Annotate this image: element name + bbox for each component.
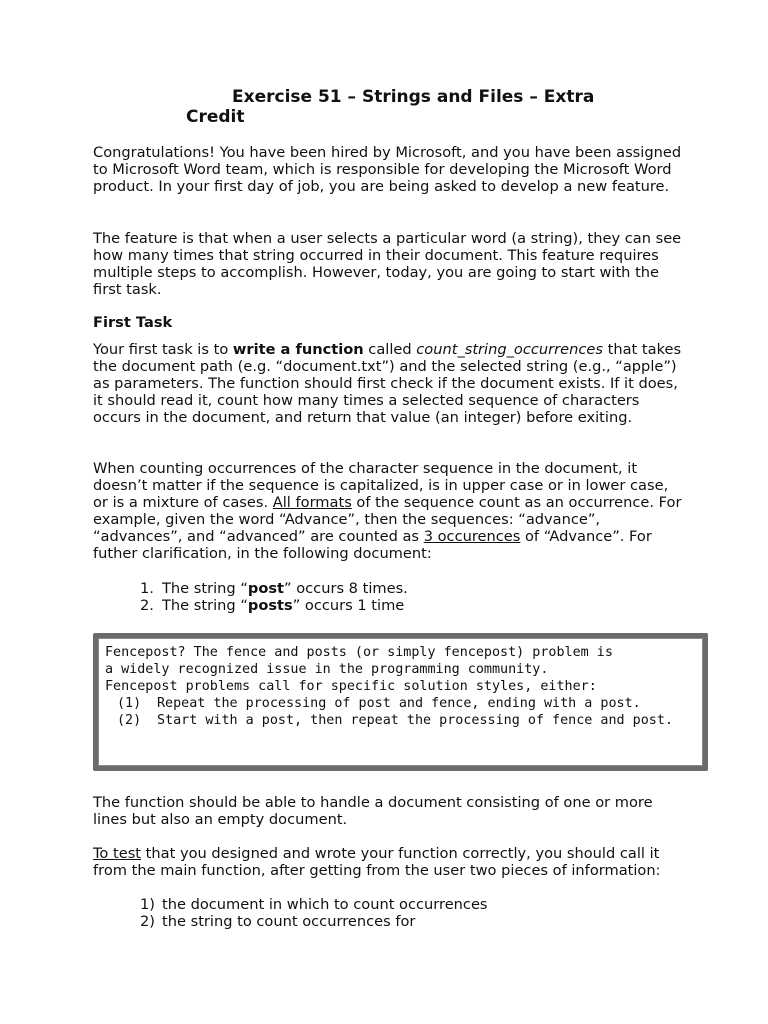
info-list <box>140 896 488 930</box>
counting-part-2: of the sequence count as an occurrence. For example, given the word “Advance”, then the sequences: “advance”, “advances”, and “advanced” are counted as <box>93 494 682 545</box>
code-line: a widely recognized issue in the programming community. <box>105 662 549 677</box>
code-line: Fencepost? The fence and posts (or simply fencepost) problem is <box>105 645 613 660</box>
test-text: that you designed and wrote your function correctly, you should call it from the main function, after getting from the user two pieces of information: <box>93 845 661 879</box>
list-number: 2. <box>140 597 154 614</box>
list-number: 1. <box>140 580 154 597</box>
code-item-text: Repeat the processing of post and fence, ending with a post. <box>157 696 641 711</box>
list-item <box>140 597 408 614</box>
list-number: 1) <box>140 896 155 913</box>
all-formats-underlined: All formats <box>272 494 352 511</box>
title-line-2: Credit <box>186 107 245 127</box>
examples-list <box>140 580 408 614</box>
code-item-marker: (2) <box>117 713 142 728</box>
list-item <box>140 913 488 930</box>
code-item-text: Start with a post, then repeat the processing of fence and post. <box>157 713 673 728</box>
list-item-text: the string to count occurrences for <box>162 913 416 930</box>
example-text-pre: The string “ <box>162 597 248 614</box>
three-occurences-underlined: 3 occurences <box>423 528 521 545</box>
task-text-pre: Your first task is to <box>93 341 233 358</box>
document-title <box>186 87 656 127</box>
code-list-item <box>105 712 703 729</box>
function-name: count_string_occurrences <box>416 341 603 358</box>
task-text-mid: called <box>363 341 417 358</box>
list-item <box>140 896 488 913</box>
example-text-pre: The string “ <box>162 580 248 597</box>
title-line-1: Exercise 51 – Strings and Files – Extra <box>232 87 595 107</box>
intro-paragraph: Congratulations! You have been hired by Microsoft, and you have been assigned to Microsoft Word team, which is responsible for developing the Microsoft Word product. In your first day of job, you are being asked to develop a new feature. <box>93 144 682 195</box>
first-task-heading: First Task <box>93 314 173 331</box>
code-item-marker: (1) <box>117 696 142 711</box>
example-text-post: ” occurs 1 time <box>292 597 405 614</box>
list-item-text: the document in which to count occurrences <box>162 896 488 913</box>
task-text-bold: write a function <box>232 341 364 358</box>
test-paragraph <box>93 845 683 879</box>
example-bold-word: posts <box>247 597 293 614</box>
task-text-post: that takes the document path (e.g. “document.txt”) and the selected string (e.g., “apple”) as parameters. The function should first check if the document exists. If it does, it should read it, count how many times a selected sequence of characters occurs in the document, and return that value (an integer) before exiting. <box>93 341 682 426</box>
feature-paragraph: The feature is that when a user selects a particular word (a string), they can see how many times that string occurred in their document. This feature requires multiple steps to accomplish. However, today, you are going to start with the first task. <box>93 230 682 298</box>
code-line: Fencepost problems call for specific solution styles, either: <box>105 679 597 694</box>
counting-part-1: When counting occurrences of the character sequence in the document, it doesn’t matter if the sequence is capitalized, is in upper case or in lower case, or is a mixture of cases. <box>93 460 669 511</box>
example-text-post: ” occurs 8 times. <box>284 580 408 597</box>
to-test-underlined: To test <box>93 845 142 862</box>
counting-part-3: of “Advance”. For futher clarification, in the following document: <box>93 528 652 562</box>
task-paragraph <box>93 341 683 426</box>
counting-paragraph <box>93 460 683 562</box>
list-item <box>140 580 408 597</box>
fencepost-text-box <box>93 633 708 771</box>
list-number: 2) <box>140 913 155 930</box>
code-list-item <box>105 695 703 712</box>
handle-paragraph: The function should be able to handle a document consisting of one or more lines but also an empty document. <box>93 794 653 828</box>
example-bold-word: post <box>247 580 285 597</box>
